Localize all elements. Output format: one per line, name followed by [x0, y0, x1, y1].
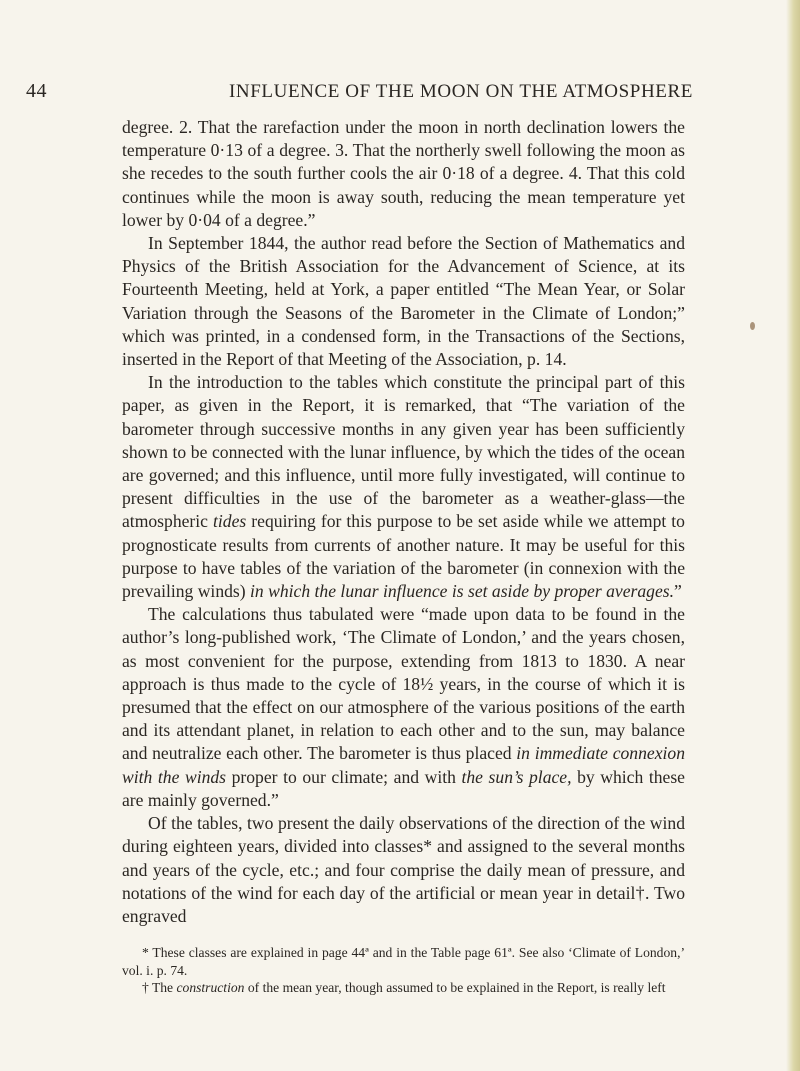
paragraph-3-italic-2: in which the lunar influence is set aside by proper averages.	[250, 581, 674, 602]
paragraph-3-text-a: In the introduction to the tables which constitute the principal part of this paper, as given in the Report, it is remarked, that “The variation of the barometer through successive months in any given year has been sufficiently shown to be connected with the lunar influence, by which the tides of the ocean are governed; and this influence, until more fully investigated, will continue to present difficulties in the use of the barometer as a weather-glass—the atmospheric	[122, 372, 685, 532]
paragraph-4-italic-2: the sun’s place,	[461, 766, 572, 787]
paragraph-4-text-c: by which these are mainly governed.”	[122, 766, 685, 810]
footnote-2	[122, 979, 685, 997]
paragraph-3-italic-1: tides	[213, 511, 247, 532]
paragraph-1: degree. 2. That the rarefaction under the moon in north declination lowers the temperature 0·13 of a degree. 3. That the northerly swell following the moon as she recedes to the south further cools the air 0·18 of a degree. 4. That this cold continues while the moon is away south, reducing the mean temperature yet lower by 0·04 of a degree.”	[122, 117, 685, 230]
paragraph-4	[122, 603, 685, 812]
paragraph-4-italic-1: in immediate connexion with the winds	[122, 743, 685, 787]
footnote-2-italic: construction	[176, 980, 245, 995]
paragraph-3-text-c: ”	[674, 581, 682, 602]
footnote-1: * These classes are explained in page 44ª and in the Table page 61ª. See also ‘Climate of London,’ vol. i. p. 74.	[122, 945, 685, 978]
page-edge-shadow	[786, 0, 800, 1071]
paragraph-4-text-b: proper to our climate; and with	[226, 766, 462, 787]
running-head: INFLUENCE OF THE MOON ON THE ATMOSPHERE	[229, 81, 693, 102]
footnote-2-text-a: † The	[142, 980, 177, 995]
paragraph-5: Of the tables, two present the daily observations of the direction of the wind during eighteen years, divided into classes* and assigned to the several months and years of the cycle, etc.; and four comprise the daily mean of pressure, and notations of the wind for each day of the artificial or mean year in detail†. Two engraved	[122, 813, 685, 926]
paragraph-3	[122, 371, 685, 603]
footnote-2-text-b: of the mean year, though assumed to be explained in the Report, is really left	[244, 980, 666, 995]
footnotes	[122, 944, 685, 997]
page-header	[0, 80, 800, 110]
page-number: 44	[26, 80, 47, 102]
paragraph-3-text-b: requiring for this purpose to be set aside while we attempt to prognosticate results from currents of another nature. It may be useful for this purpose to have tables of the variation of the barometer (in connexion with the prevailing winds)	[122, 511, 685, 602]
paragraph-4-text-a: The calculations thus tabulated were “made upon data to be found in the author’s long-published work, ‘The Climate of London,’ and the years chosen, as most convenient for the purpose, extending from 1813 to 1830. A near approach is thus made to the cycle of 18½ years, in the course of which it is presumed that the effect on our atmosphere of the various positions of the earth and its attendant planet, in relation to each other and to the sun, may balance and neutralize each other. The barometer is thus placed	[122, 604, 685, 764]
ink-spot	[750, 322, 755, 330]
body-text	[122, 116, 685, 928]
paragraph-2: In September 1844, the author read before the Section of Mathematics and Physics of the British Association for the Advancement of Science, at its Fourteenth Meeting, held at York, a paper entitled “The Mean Year, or Solar Variation through the Seasons of the Barometer in the Climate of London;” which was printed, in a condensed form, in the Transactions of the Sections, inserted in the Report of that Meeting of the Association, p. 14.	[122, 233, 685, 370]
